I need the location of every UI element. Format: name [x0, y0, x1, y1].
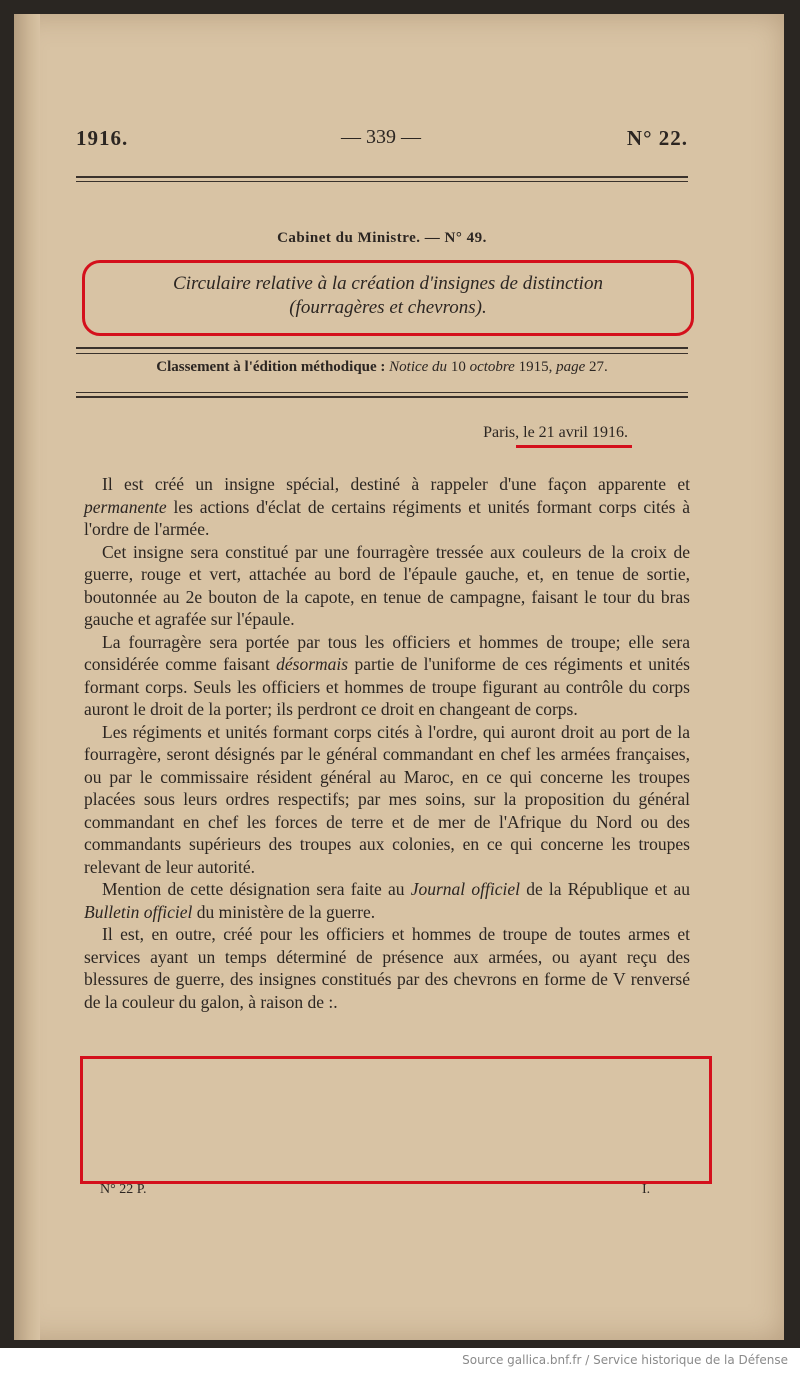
document-page: [14, 14, 784, 1340]
footer-signature: N° 22 P.: [100, 1182, 147, 1197]
title-line-1: Circulaire relative à la création d'insignes de distinction: [173, 273, 603, 294]
paragraph-5: Mention de cette désignation sera faite au Journal officiel de la République et au Bulletin officiel du ministère de la guerre.: [84, 879, 690, 922]
footer-sheet-mark: I.: [642, 1182, 651, 1197]
paragraph-2: Cet insigne sera constitué par une fourragère tressée aux couleurs de la croix de guerre, rouge et vert, attachée au bord de l'épaule gauche, et, en tenue de sortie, boutonnée au 2e bouton de la capote, en tenue de campagne, faisant le tour du bras gauche et agrafée sur l'épaule.: [84, 541, 690, 629]
dateline-date: 21 avril 1916.: [538, 424, 628, 441]
header-page-number: — 339 —: [341, 126, 421, 148]
header-rule-thin: [76, 181, 688, 182]
header-year: 1916.: [76, 126, 129, 150]
classement-page-prefix: page: [556, 359, 586, 375]
classement-page-number: 27.: [589, 359, 608, 375]
date-annotation-underline: [516, 445, 632, 448]
running-header: [76, 126, 688, 160]
chevrons-annotation-box: [80, 1056, 712, 1184]
classement-label: Classement à l'édition méthodique :: [156, 359, 386, 375]
page-content: [14, 14, 784, 1340]
classement-notice-year: 1915,: [518, 359, 553, 375]
classement-notice-day: 10: [450, 359, 466, 375]
circular-body: [84, 473, 690, 1013]
dateline: [76, 424, 628, 442]
classement-line: [76, 359, 688, 376]
paragraph-4: Les régiments et unités formant corps cités à l'ordre, qui auront droit au port de la fourragère, seront désignés par le général commandant en chef les armées françaises, ou par le commissaire résident général au Maroc, en ce qui concerne les troupes placées sous leurs ordres respectifs; par mes soins, sur la proposition du général commandant en chef les forces de terre et de mer de l'Afrique du Nord ou des commandants supérieurs des troupes aux colonies, en ce qui concerne les troupes relevant de leur autorité.: [84, 721, 690, 877]
circular-title: [82, 272, 694, 320]
cabinet-heading: Cabinet du Ministre. — N° 49.: [277, 230, 487, 246]
classement-notice-prefix: Notice du: [389, 359, 448, 375]
dateline-place: Paris, le: [483, 424, 535, 441]
paragraph-1: Il est créé un insigne spécial, destiné à rappeler d'une façon apparente et permanente les actions d'éclat de certains régiments et unités formant corps cités à l'ordre de l'armée.: [84, 474, 690, 539]
classement-rule-thick: [76, 396, 688, 398]
title-line-2: (fourragères et chevrons).: [289, 297, 487, 318]
paragraph-6: Il est, en outre, créé pour les officiers et hommes de troupe de toutes armes et services ayant un temps déterminé de présence aux armées, ou ayant reçu des blessures de guerre, des insignes constitués par des chevrons en forme de V renversé de la couleur du galon, à raison de :.: [84, 924, 690, 1012]
title-rule-thin: [76, 353, 688, 354]
classement-rule-thin: [76, 392, 688, 393]
source-credit: Source gallica.bnf.fr / Service historique de la Défense: [462, 1353, 788, 1367]
header-issue-number: N° 22.: [626, 126, 688, 150]
classement-notice-month: octobre: [469, 359, 515, 375]
header-rule-thick: [76, 176, 688, 178]
paragraph-3: La fourragère sera portée par tous les officiers et hommes de troupe; elle sera considérée comme faisant désormais partie de l'uniforme de ces régiments et unités formant corps. Seuls les officiers et hommes de troupe figurant au contrôle du corps auront le droit de la porter; ils perdront ce droit en changeant de corps.: [84, 631, 690, 719]
title-rule-thick: [76, 347, 688, 349]
